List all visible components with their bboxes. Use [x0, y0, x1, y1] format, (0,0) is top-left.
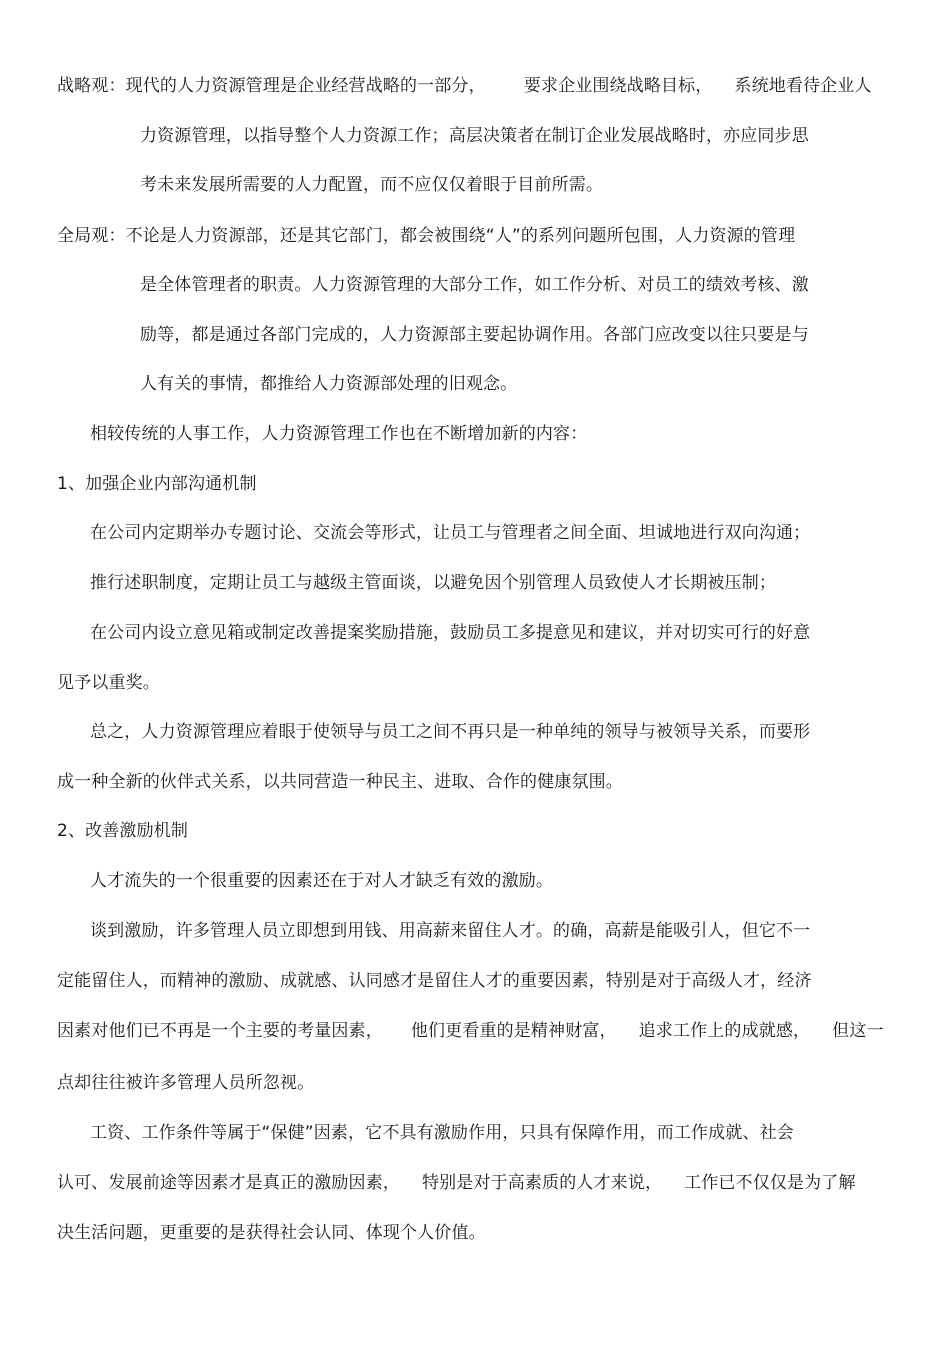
section2-heading: 2、改善激励机制: [57, 821, 189, 841]
overall-line-1: [57, 223, 795, 249]
section1-paragraph-1: 在公司内定期举办专题讨论、交流会等形式，让员工与管理者之间全面、坦诚地进行双向沟通；: [90, 523, 811, 543]
strategy-text-a: 现代的人力资源管理是企业经营战略的一部分，: [125, 76, 486, 96]
section2-paragraph-2-line-1: 谈到激励，许多管理人员立即想到用钱、用高薪来留住人才。的确，高薪是能吸引人，但它不一: [90, 921, 811, 941]
section2-paragraph-2-line-3: [57, 1018, 884, 1044]
section2-paragraph-3-line-3: 决生活问题，更重要的是获得社会认同、体现个人价值。: [57, 1223, 486, 1243]
section2-paragraph-2-line-2: 定能留住人，而精神的激励、成就感、认同感才是留住人才的重要因素，特别是对于高级人才，经济: [57, 971, 812, 991]
section2-p2-l3-d: 但这一: [832, 1021, 884, 1041]
overall-label: 全局观：: [57, 226, 126, 246]
strategy-label: 战略观：: [57, 76, 126, 96]
overall-text-1: 不论是人力资源部，还是其它部门，都会被围绕“人”的系列问题所包围，人力资源的管理: [125, 226, 796, 246]
strategy-line-3: 考未来发展所需要的人力配置，而不应仅仅着眼于目前所需。: [140, 175, 604, 195]
section1-paragraph-2: 推行述职制度，定期让员工与越级主管面谈，以避免因个别管理人员致使人才长期被压制；: [90, 573, 776, 593]
section2-p3-l2-a: 认可、发展前途等因素才是真正的激励因素，: [57, 1173, 400, 1193]
strategy-line-2: 力资源管理，以指导整个人力资源工作；高层决策者在制订企业发展战略时，亦应同步思: [140, 126, 809, 146]
strategy-text-c: 系统地看待企业人: [734, 76, 872, 96]
section2-paragraph-2-line-4: 点却往往被许多管理人员所忽视。: [57, 1073, 315, 1093]
strategy-text-b: 要求企业围绕战略目标，: [523, 76, 713, 96]
intro-paragraph: 相较传统的人事工作，人力资源管理工作也在不断增加新的内容：: [90, 424, 588, 444]
overall-line-3: 励等，都是通过各部门完成的，人力资源部主要起协调作用。各部门应改变以往只要是与: [140, 325, 809, 345]
section2-p2-l3-b: 他们更看重的是精神财富，: [410, 1021, 617, 1041]
section2-p3-l2-c: 工作已不仅仅是为了解: [684, 1173, 856, 1193]
section1-paragraph-3-line-1: 在公司内设立意见箱或制定改善提案奖励措施，鼓励员工多提意见和建议，并对切实可行的好意: [90, 623, 811, 643]
section2-p3-l2-b: 特别是对于高素质的人才来说，: [422, 1173, 663, 1193]
section1-paragraph-3-line-2: 见予以重奖。: [57, 673, 160, 693]
section2-paragraph-3-line-2: [57, 1170, 856, 1196]
section2-paragraph-1: 人才流失的一个很重要的因素还在于对人才缺乏有效的激励。: [90, 871, 554, 891]
strategy-line-1: [57, 73, 872, 99]
section1-paragraph-4-line-2: 成一种全新的伙伴式关系，以共同营造一种民主、进取、合作的健康氛围。: [57, 772, 623, 792]
overall-line-2: 是全体管理者的职责。人力资源管理的大部分工作，如工作分析、对员工的绩效考核、激: [140, 275, 809, 295]
section1-paragraph-4-line-1: 总之，人力资源管理应着眼于使领导与员工之间不再只是一种单纯的领导与被领导关系，而要形: [90, 722, 811, 742]
section2-p2-l3-a: 因素对他们已不再是一个主要的考量因素，: [57, 1021, 383, 1041]
section2-paragraph-3-line-1: 工资、工作条件等属于“保健”因素，它不具有激励作用，只具有保障作用，而工作成就、社会: [90, 1123, 794, 1143]
section2-p2-l3-c: 追求工作上的成就感，: [638, 1021, 811, 1041]
overall-line-4: 人有关的事情，都推给人力资源部处理的旧观念。: [140, 374, 518, 394]
section1-heading: 1、加强企业内部沟通机制: [57, 474, 257, 494]
